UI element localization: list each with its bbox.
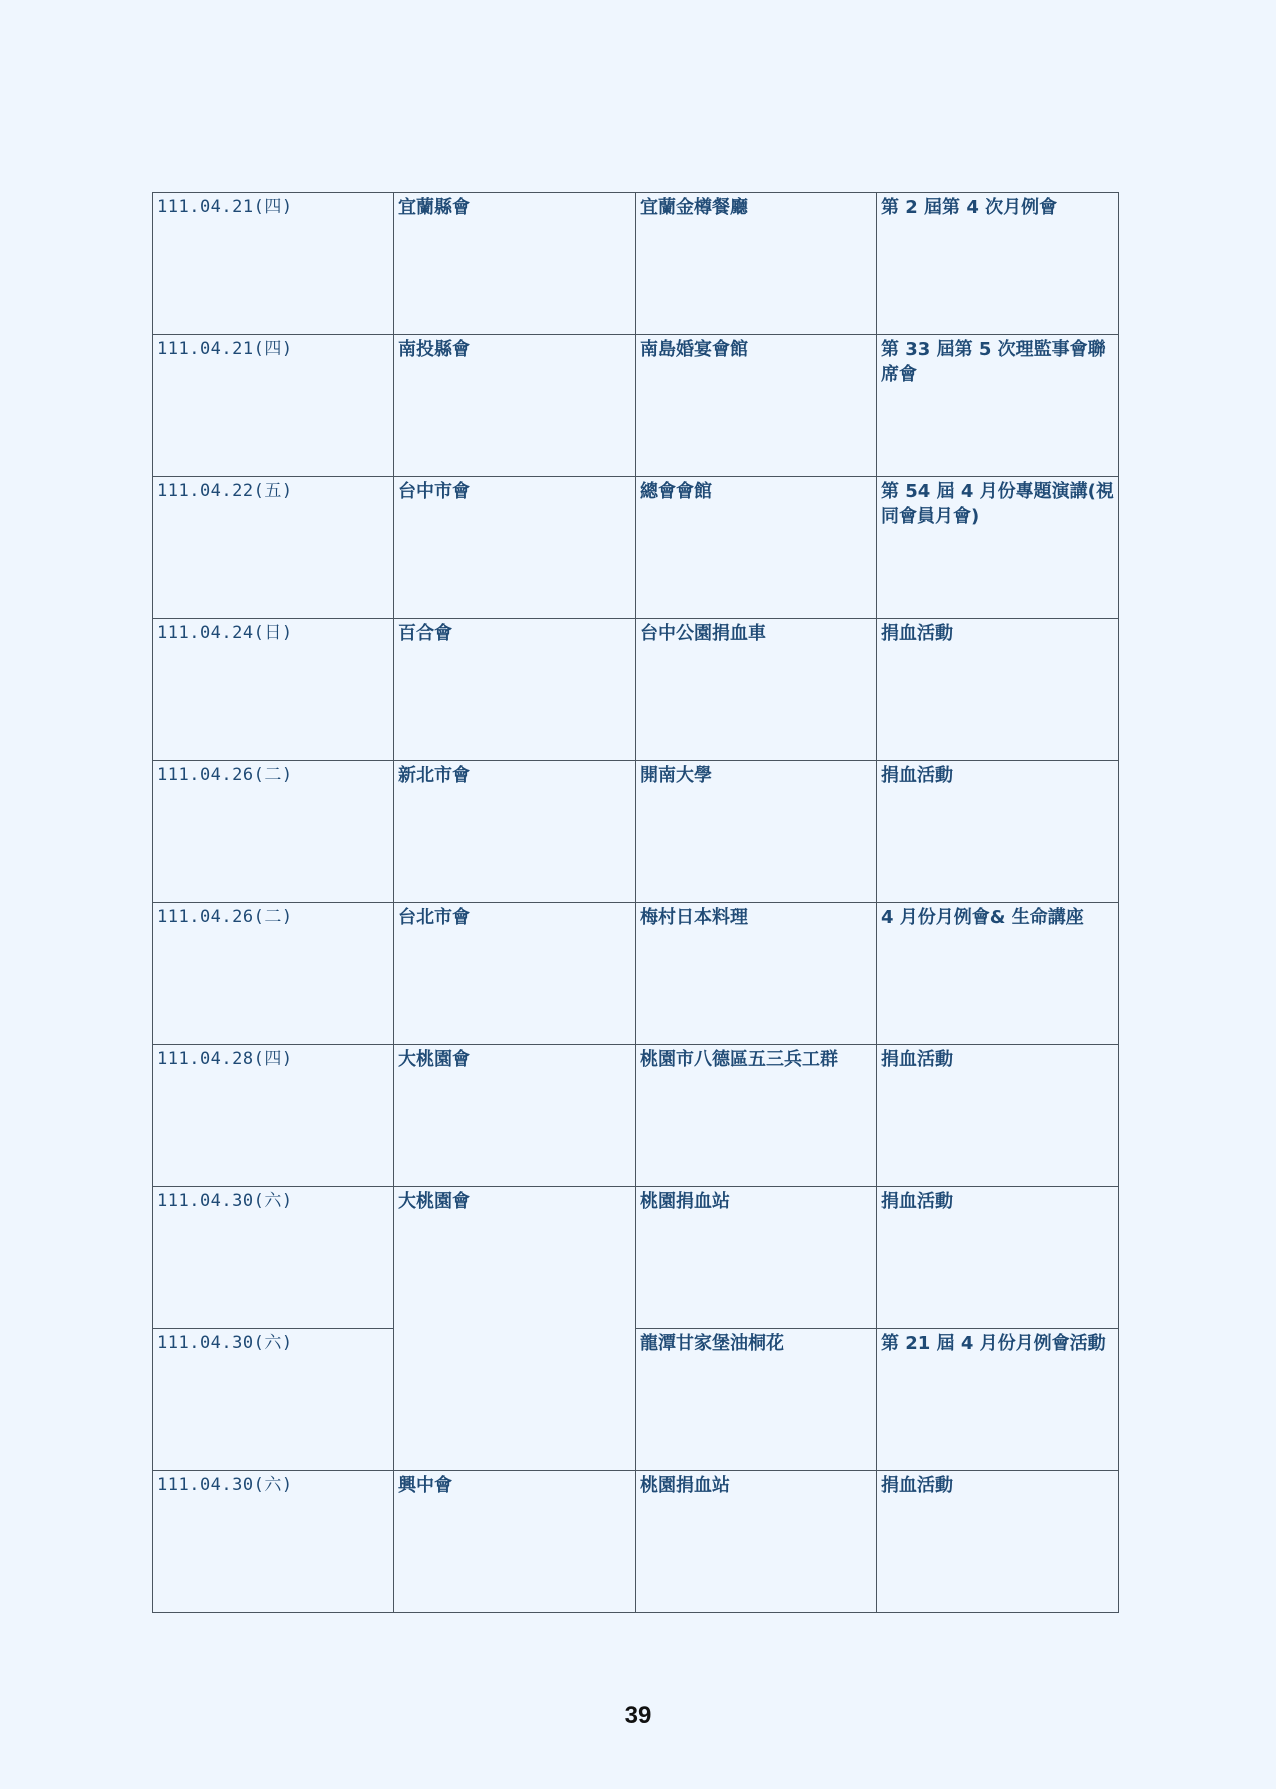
organizer-cell: 台北市會 — [394, 903, 636, 1045]
date-cell: 111.04.26(二) — [153, 761, 394, 903]
event-cell: 4 月份月例會& 生命講座 — [877, 903, 1119, 1045]
table-row — [153, 477, 1119, 619]
table-row — [153, 761, 1119, 903]
event-cell: 第 2 屆第 4 次月例會 — [877, 193, 1119, 335]
venue-cell: 開南大學 — [636, 761, 877, 903]
date-cell: 111.04.26(二) — [153, 903, 394, 1045]
date-cell: 111.04.22(五) — [153, 477, 394, 619]
table-row — [153, 1471, 1119, 1613]
date-cell: 111.04.21(四) — [153, 335, 394, 477]
date-cell: 111.04.24(日) — [153, 619, 394, 761]
table-row — [153, 619, 1119, 761]
schedule-table — [152, 192, 1119, 1613]
event-cell: 捐血活動 — [877, 1045, 1119, 1187]
date-cell: 111.04.30(六) — [153, 1187, 394, 1329]
date-cell: 111.04.30(六) — [153, 1329, 394, 1471]
table-row — [153, 193, 1119, 335]
table-row — [153, 1045, 1119, 1187]
venue-cell: 桃園捐血站 — [636, 1187, 877, 1329]
event-cell: 第 33 屆第 5 次理監事會聯席會 — [877, 335, 1119, 477]
venue-cell: 宜蘭金樽餐廳 — [636, 193, 877, 335]
event-cell: 第 21 屆 4 月份月例會活動 — [877, 1329, 1119, 1471]
date-cell: 111.04.28(四) — [153, 1045, 394, 1187]
organizer-cell: 百合會 — [394, 619, 636, 761]
venue-cell: 總會會館 — [636, 477, 877, 619]
venue-cell: 南島婚宴會館 — [636, 335, 877, 477]
event-cell: 捐血活動 — [877, 1471, 1119, 1613]
organizer-cell: 大桃園會 — [394, 1045, 636, 1187]
event-cell: 第 54 屆 4 月份專題演講(視同會員月會) — [877, 477, 1119, 619]
organizer-cell: 興中會 — [394, 1471, 636, 1613]
organizer-cell: 大桃園會 — [394, 1187, 636, 1471]
date-cell: 111.04.21(四) — [153, 193, 394, 335]
event-cell: 捐血活動 — [877, 1187, 1119, 1329]
venue-cell: 桃園市八德區五三兵工群 — [636, 1045, 877, 1187]
organizer-cell: 新北市會 — [394, 761, 636, 903]
page-number: 39 — [624, 1702, 652, 1729]
organizer-cell: 南投縣會 — [394, 335, 636, 477]
table-row — [153, 1187, 1119, 1329]
venue-cell: 龍潭甘家堡油桐花 — [636, 1329, 877, 1471]
table-row — [153, 1329, 1119, 1471]
venue-cell: 台中公園捐血車 — [636, 619, 877, 761]
organizer-cell: 宜蘭縣會 — [394, 193, 636, 335]
table-row — [153, 903, 1119, 1045]
venue-cell: 梅村日本料理 — [636, 903, 877, 1045]
event-cell: 捐血活動 — [877, 619, 1119, 761]
date-cell: 111.04.30(六) — [153, 1471, 394, 1613]
event-cell: 捐血活動 — [877, 761, 1119, 903]
venue-cell: 桃園捐血站 — [636, 1471, 877, 1613]
organizer-cell: 台中市會 — [394, 477, 636, 619]
table-row — [153, 335, 1119, 477]
